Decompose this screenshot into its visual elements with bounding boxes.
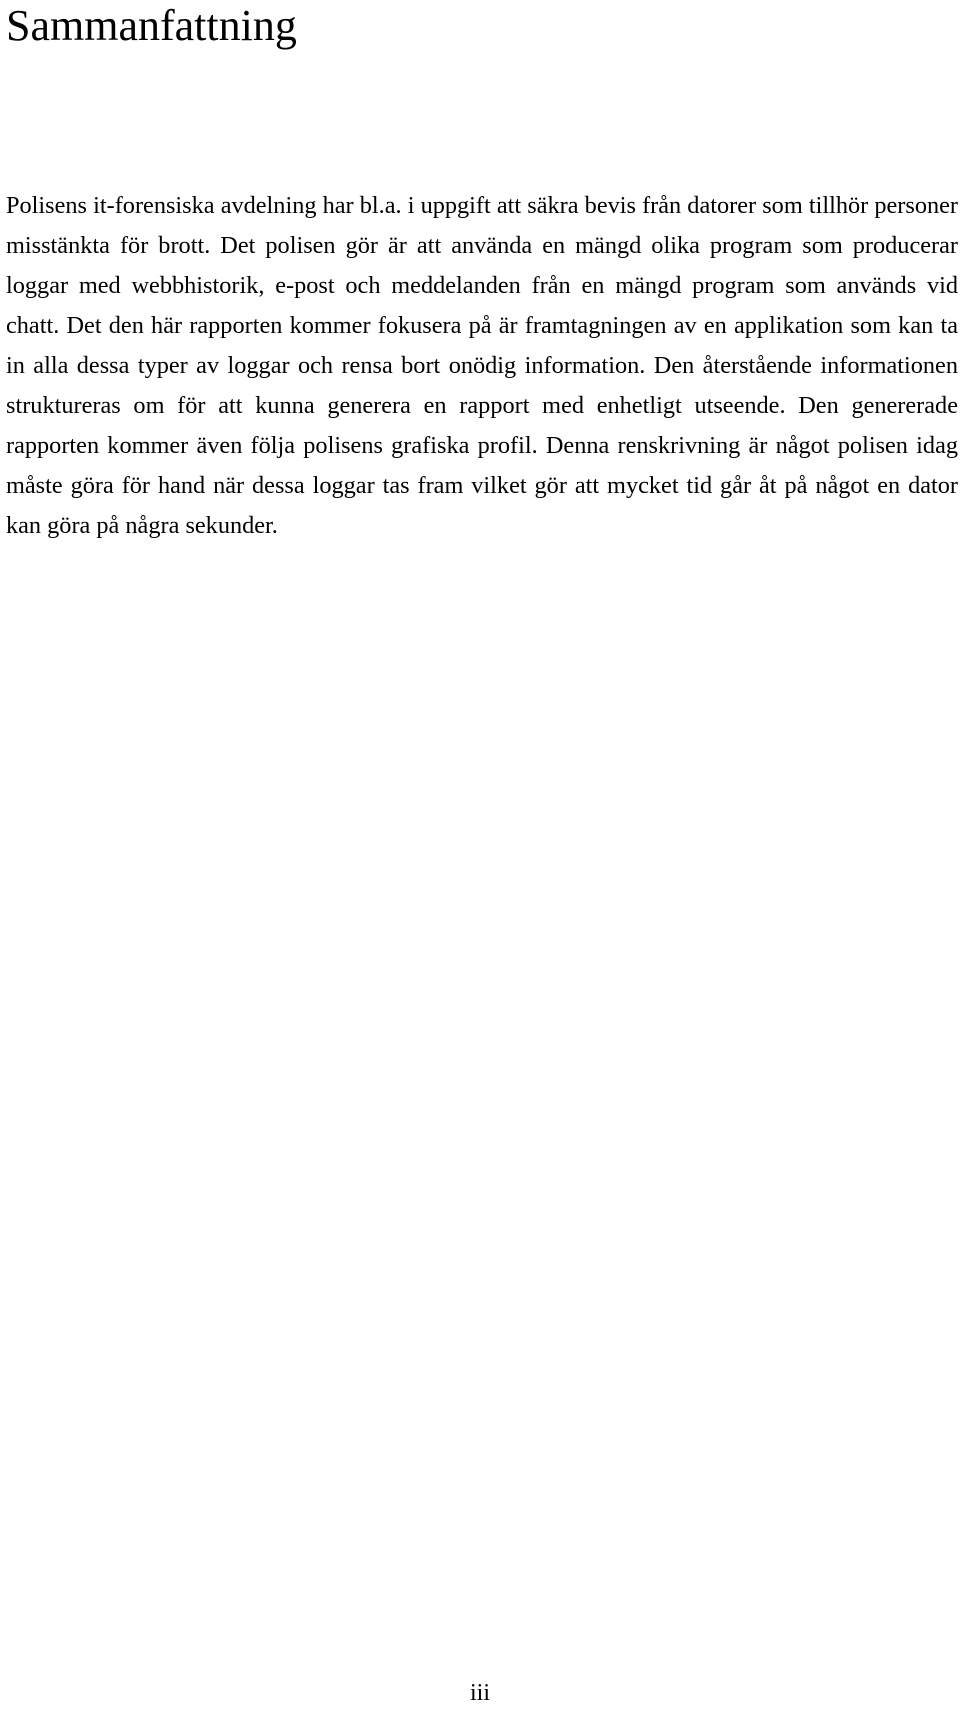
section-heading: Sammanfattning — [6, 1, 297, 50]
page-number: iii — [469, 1680, 490, 1706]
summary-paragraph: Polisens it-forensiska avdelning har bl.a. i uppgift att säkra bevis från datorer som tillhör personer misstänkta för brott. Det polisen gör är att använda en mängd olika program som producerar loggar med webbhistorik, e-post och meddelanden från en mängd program som används vid chatt. Det den här rapporten kommer fokusera på är framtagningen av en applikation som kan ta in alla dessa typer av loggar och rensa bort onödig information. Den återstående informationen struktureras om för att kunna generera en rapport med enhetligt utseende. Den genererade rapporten kommer även följa polisens grafiska profil. Denna renskrivning är något polisen idag måste göra för hand när dessa loggar tas fram vilket gör att mycket tid går åt på något en dator kan göra på några sekunder. — [6, 192, 958, 539]
